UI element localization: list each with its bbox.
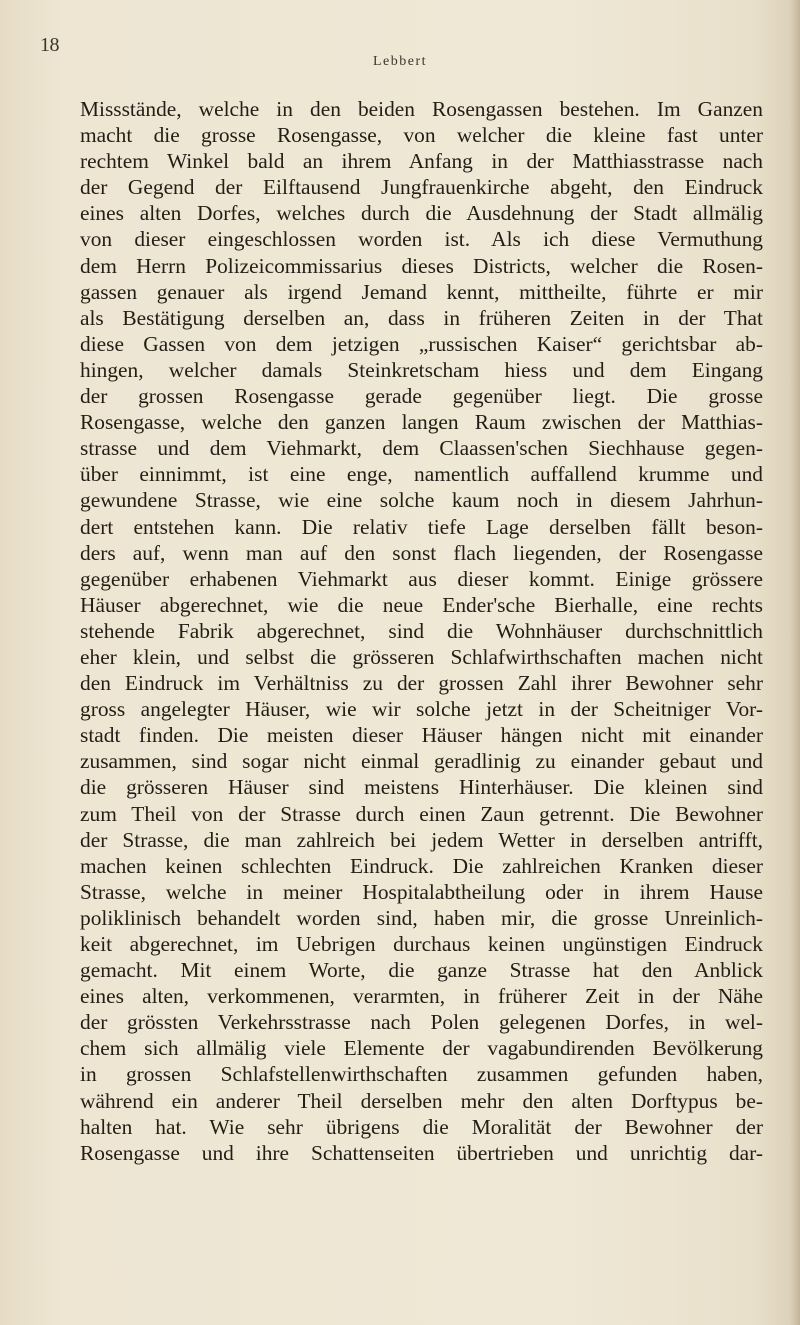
- text-line-19: gegenüber erhabenen Viehmarkt aus dieser kommt. Einige grössere: [80, 566, 763, 591]
- text-line-27: die grösseren Häuser sind meistens Hinterhäuser. Die kleinen sind: [80, 775, 763, 800]
- text-line-32: poliklinisch behandelt worden sind, haben mir, die grosse Unreinlich-: [80, 905, 763, 930]
- text-line-33: keit abgerechnet, im Uebrigen durchaus keinen ungünstigen Eindruck: [80, 932, 763, 956]
- text-line-6: von dieser eingeschlossen worden ist. Als ich diese Vermuthung: [80, 227, 763, 252]
- text-line-11: hingen, welcher damals Steinkretscham hiess und dem Eingang: [80, 357, 763, 382]
- text-line-20: Häuser abgerechnet, wie die neue Ender'sche Bierhalle, eine rechts: [80, 592, 763, 617]
- text-line-31: Strasse, welche in meiner Hospitalabtheilung oder in ihrem Hause: [80, 879, 763, 904]
- text-line-28: zum Theil von der Strasse durch einen Zaun getrennt. Die Bewohner: [80, 801, 763, 826]
- text-line-25: stadt finden. Die meisten dieser Häuser hängen nicht mit einander: [80, 723, 763, 748]
- text-line-22: eher klein, und selbst die grösseren Schlafwirthschaften machen nicht: [80, 644, 763, 669]
- text-line-17: dert entstehen kann. Die relativ tiefe Lage derselben fällt beson-: [80, 514, 763, 539]
- text-line-15: über einnimmt, ist eine enge, namentlich auffallend krumme und: [80, 462, 763, 487]
- text-line-2: macht die grosse Rosengasse, von welcher die kleine fast unter: [80, 123, 763, 148]
- text-line-38: in grossen Schlafstellenwirthschaften zusammen gefunden haben,: [80, 1062, 763, 1087]
- text-line-40: halten hat. Wie sehr übrigens die Moralität der Bewohner der: [80, 1114, 763, 1139]
- text-line-14: strasse und dem Viehmarkt, dem Claassen'schen Siechhause gegen-: [80, 436, 763, 461]
- text-line-3: rechtem Winkel bald an ihrem Anfang in der Matthiasstrasse nach: [80, 149, 763, 174]
- page-edge-shadow: [790, 0, 800, 1325]
- text-line-9: als Bestätigung derselben an, dass in früheren Zeiten in der That: [80, 305, 763, 330]
- text-line-29: der Strasse, die man zahlreich bei jedem Wetter in derselben antrifft,: [80, 827, 763, 852]
- text-line-12: der grossen Rosengasse gerade gegenüber liegt. Die grosse: [80, 384, 763, 409]
- text-line-16: gewundene Strasse, wie eine solche kaum noch in diesem Jahrhun-: [80, 488, 763, 513]
- text-line-37: chem sich allmälig viele Elemente der vagabundirenden Bevölkerung: [80, 1036, 763, 1061]
- text-line-39: während ein anderer Theil derselben mehr den alten Dorftypus be-: [80, 1088, 763, 1113]
- text-line-21: stehende Fabrik abgerechnet, sind die Wohnhäuser durchschnittlich: [80, 618, 763, 643]
- text-line-24: gross angelegter Häuser, wie wir solche jetzt in der Scheitniger Vor-: [80, 697, 763, 722]
- text-line-34: gemacht. Mit einem Worte, die ganze Strasse hat den Anblick: [80, 958, 763, 983]
- text-line-10: diese Gassen von dem jetzigen „russischen Kaiser“ gerichtsbar ab-: [80, 331, 763, 356]
- text-line-23: den Eindruck im Verhältniss zu der grossen Zahl ihrer Bewohner sehr: [80, 671, 763, 696]
- text-line-8: gassen genauer als irgend Jemand kennt, mittheilte, führte er mir: [80, 279, 763, 304]
- body-text: [80, 96, 763, 1166]
- text-line-35: eines alten, verkommenen, verarmten, in früherer Zeit in der Nähe: [80, 984, 763, 1009]
- text-line-1: Missstände, welche in den beiden Rosengassen bestehen. Im Ganzen: [80, 97, 763, 121]
- text-line-7: dem Herrn Polizeicommissarius dieses Districts, welcher die Rosen-: [80, 253, 763, 278]
- text-line-13: Rosengasse, welche den ganzen langen Raum zwischen der Matthias-: [80, 410, 763, 435]
- text-line-18: ders auf, wenn man auf den sonst flach liegenden, der Rosengasse: [80, 540, 763, 565]
- text-line-26: zusammen, sind sogar nicht einmal geradlinig zu einander gebaut und: [80, 749, 763, 774]
- text-line-30: machen keinen schlechten Eindruck. Die zahlreichen Kranken dieser: [80, 853, 763, 878]
- running-head: Lebbert: [372, 54, 428, 69]
- page-number: 18: [40, 34, 59, 56]
- text-line-36: der grössten Verkehrsstrasse nach Polen gelegenen Dorfes, in wel-: [80, 1010, 763, 1035]
- text-line-4: der Gegend der Eilftausend Jungfrauenkirche abgeht, den Eindruck: [80, 175, 763, 200]
- text-line-5: eines alten Dorfes, welches durch die Ausdehnung der Stadt allmälig: [80, 201, 763, 226]
- text-line-41: Rosengasse und ihre Schattenseiten übertrieben und unrichtig dar-: [80, 1140, 763, 1165]
